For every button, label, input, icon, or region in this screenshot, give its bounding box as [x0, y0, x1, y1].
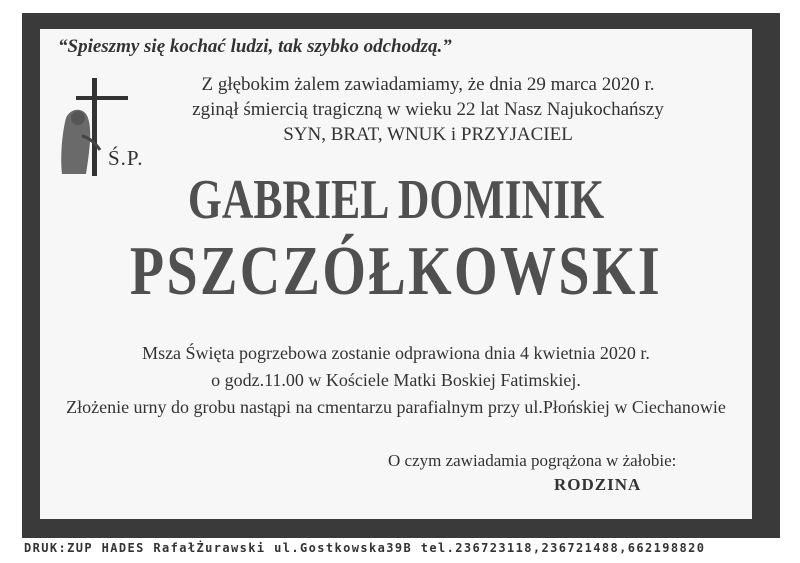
motto-quote: “Spieszmy się kochać ludzi, tak szybko odchodzą.” — [58, 36, 452, 57]
closing-notice: O czym zawiadamia pogrążona w żałobie: — [388, 451, 677, 470]
announcement-line: SYN, BRAT, WNUK i PRZYJACIEL — [283, 124, 573, 145]
funeral-detail-line: Złożenie urny do grobu nastąpi na cmentarzu parafialnym przy ul.Płońskiej w Ciechanowie — [66, 397, 726, 417]
funeral-detail-line: o godz.11.00 w Kościele Matki Boskiej Fatimskiej. — [211, 370, 581, 390]
announcement-line: zginął śmiercią tragiczną w wieku 22 lat Nasz Najukochańszy — [192, 99, 664, 120]
deceased-first-names: GABRIEL DOMINIK — [187, 169, 605, 231]
deceased-surname: PSZCZÓŁKOWSKI — [129, 233, 663, 310]
announcement — [158, 72, 698, 147]
family-signature: RODZINA — [554, 475, 642, 494]
funeral-detail-line: Msza Święta pogrzebowa zostanie odprawiona dnia 4 kwietnia 2020 r. — [142, 343, 650, 363]
funeral-details — [40, 340, 752, 421]
sp-label: Ś.P. — [108, 146, 144, 170]
announcement-line: Z głębokim żalem zawiadamiamy, że dnia 29 marca 2020 r. — [201, 74, 655, 95]
printer-footer: DRUK:ZUP HADES RafałŻurawski ul.Gostkowska39B tel.236723118,236721488,662198820 — [24, 541, 706, 555]
